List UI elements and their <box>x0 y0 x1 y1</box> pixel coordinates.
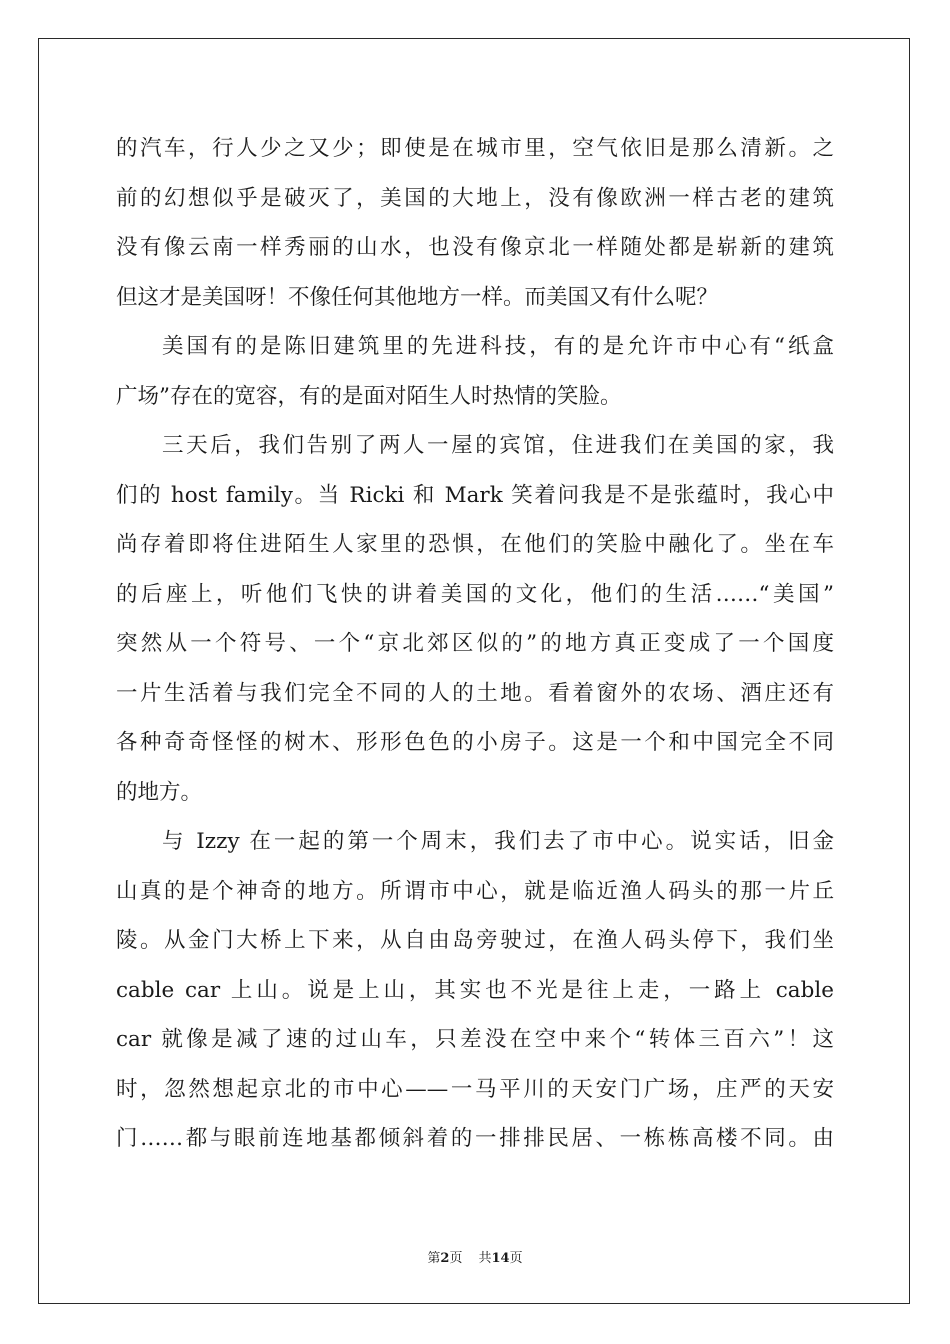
text-line: 各种奇奇怪怪的树木、形形色色的小房子。这是一个和中国完全不同 <box>116 730 834 755</box>
text-line: cable car 上山。说是上山，其实也不光是往上走，一路上 cable <box>116 977 834 1003</box>
text-line: 广场”存在的宽容，有的是面对陌生人时热情的笑脸。 <box>116 383 622 409</box>
text-line: 尚存着即将住进陌生人家里的恐惧，在他们的笑脸中融化了。坐在车 <box>116 532 834 557</box>
text-line: 的地方。 <box>116 779 203 805</box>
text-line: 山真的是个神奇的地方。所谓市中心，就是临近渔人码头的那一片丘 <box>116 878 834 904</box>
text-line: 没有像云南一样秀丽的山水，也没有像京北一样随处都是崭新的建筑 <box>116 235 834 260</box>
total-label-prefix: 共 <box>478 1251 492 1266</box>
text-line: 门……都与眼前连地基都倾斜着的一排排民居、一栋栋高楼不同。由 <box>116 1126 834 1151</box>
page-label-prefix: 第 <box>427 1251 441 1266</box>
text-line: 们的 host family。当 Ricki 和 Mark 笑着问我是不是张蕴时，我心中 <box>116 482 834 508</box>
text-line: 但这才是美国呀！不像任何其他地方一样。而美国又有什么呢？ <box>116 284 719 310</box>
text-line: 前的幻想似乎是破灭了，美国的大地上，没有像欧洲一样古老的建筑 <box>116 185 834 211</box>
text-line: 时，忽然想起京北的市中心——一马平川的天安门广场，庄严的天安 <box>116 1076 834 1102</box>
paragraph-first-line: 三天后，我们告别了两人一屋的宾馆，住进我们在美国的家，我 <box>162 433 834 458</box>
document-body <box>116 124 834 1164</box>
page-footer <box>0 1247 950 1266</box>
text-line: 突然从一个符号、一个“京北郊区似的”的地方真正变成了一个国度 <box>116 631 834 656</box>
paragraph-first-line: 与 Izzy 在一起的第一个周末，我们去了市中心。说实话，旧金 <box>162 829 834 854</box>
page-number: 2 <box>440 1251 450 1266</box>
total-pages: 14 <box>491 1251 510 1266</box>
paragraph-first-line: 美国有的是陈旧建筑里的先进科技，有的是允许市中心有“纸盒 <box>162 334 834 359</box>
text-line: car 就像是减了速的过山车，只差没在空中来个“转体三百六”！这 <box>116 1027 834 1052</box>
page-label-suffix: 页 <box>449 1251 463 1266</box>
text-line: 的后座上，听他们飞快的讲着美国的文化，他们的生活……“美国” <box>116 581 834 607</box>
text-line: 一片生活着与我们完全不同的人的土地。看着窗外的农场、酒庄还有 <box>116 680 834 706</box>
text-line: 的汽车，行人少之又少；即使是在城市里，空气依旧是那么清新。之 <box>116 136 834 161</box>
total-label-suffix: 页 <box>509 1251 523 1266</box>
text-line: 陵。从金门大桥上下来，从自由岛旁驶过，在渔人码头停下，我们坐 <box>116 928 834 953</box>
